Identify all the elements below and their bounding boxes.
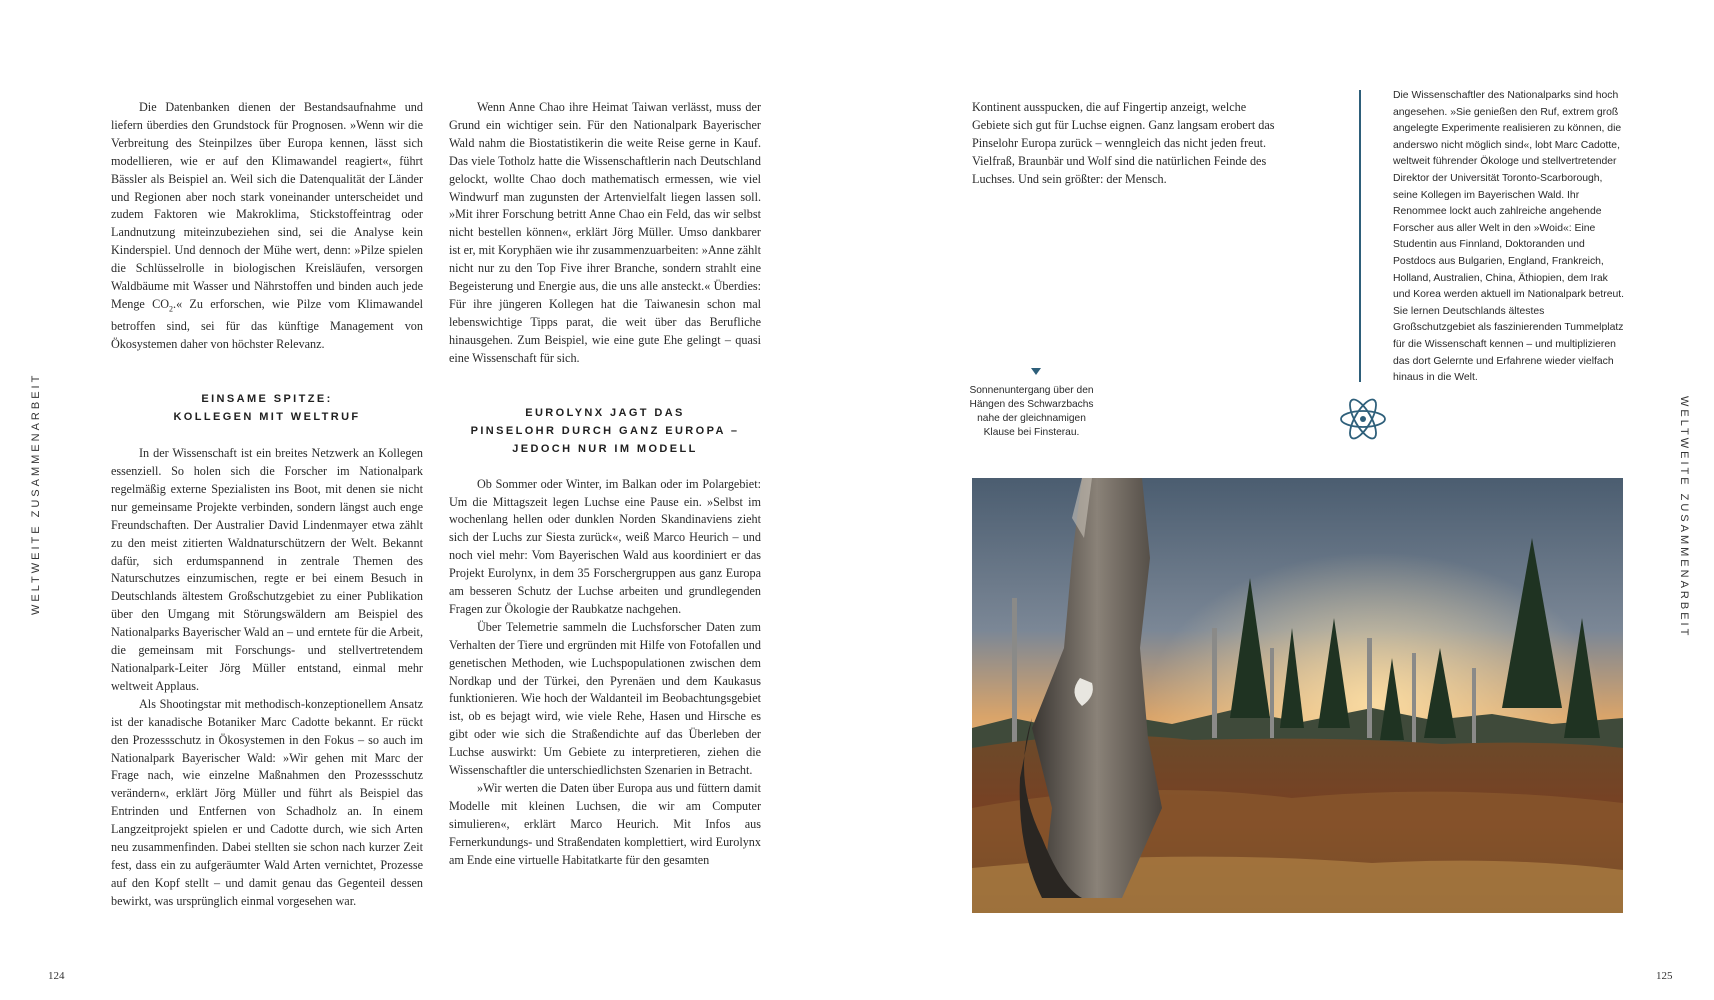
paragraph: Wenn Anne Chao ihre Heimat Taiwan verlässt, muss der Grund ein wichtiger sein. Für den Nationalpark Bayerischer Wald nahm die Biostatistikerin die weite Reise gerne in Kauf. Das viele Totholz hatte die Wissenschaftlerin nach Deutschland gelockt, wollte Chao doch mathematisch ermessen, wie viel Windwurf man zugunsten der Artenvielfalt liegen lassen soll. »Mit ihrer Forschung betritt Anne Chao ein Feld, das wir selbst nicht bestellen können«, erklärt Jörg Müller. Umso dankbarer ist er, mit Koryphäen wie ihr zusammenzuarbeiten: »Anne zählt nicht nur zu den Top Five ihrer Branche, sondern strahlt eine Begeisterung und Energie aus, die uns alle ansteckt.« Überdies: Für ihre jüngeren Kollegen hat die Taiwanesin schon mal lebenswichtige Tipps parat, die weit über das Berufliche hinausgehen. Zum Beispiel, wie eine gute Ehe gelingt – quasi eine Wissenschaft für sich.	[449, 100, 761, 365]
section-heading: EINSAME SPITZE: KOLLEGEN MIT WELTRUF	[173, 393, 361, 424]
paragraph: »Wir werten die Daten über Europa aus und füttern damit Modelle mit kleinen Luchsen, die wir am Computer simulieren«, erklärt Marco Heurich. Mit Infos aus Fernerkundungs- und Straßendaten komplettiert, wird Eurolynx am Ende eine virtuelle Habitatkarte für den gesamten	[449, 781, 761, 867]
photo-caption: Sonnenuntergang über den Hängen des Schwarzbachs nahe der gleichnamigen Klause bei Finsterau.	[969, 385, 1094, 438]
paragraph: Über Telemetrie sammeln die Luchsforscher Daten zum Verhalten der Tiere und ergründen mit Hilfe von Fotofallen und genetischen Methoden, wie Luchspopulationen zwischen dem Nordkap und der Türkei, den Pyrenäen und dem Kaukasus funktionieren. Wie hoch der Waldanteil im Beobachtungsgebiet ist, ob es bejagt wird, wie viele Rehe, Hasen und Hirsche es gibt oder wie sich die Straßendichte auf das Überleben der Luchse auswirkt: Um Gebiete zu interpretieren, ziehen die Wissenschaftler die unterschiedlichsten Szenarien in Betracht.	[449, 619, 761, 778]
section-heading: EUROLYNX JAGT DAS PINSELOHR DURCH GANZ EUROPA – JEDOCH NUR IM MODELL	[470, 406, 740, 455]
paragraph: Als Shootingstar mit methodisch-konzeptionellem Ansatz ist der kanadische Botaniker Marc Cadotte bekannt. Er rückt den Prozessschutz in Ökosystemen in den Fokus – so auch im Nationalpark Bayerischer Wald: »Wir gehen mit Marc der Frage nach, wie einzelne Maßnahmen den Prozessschutz verändern«, erklärt Jörg Müller und führt als Beispiel das Entrinden und Entfernen von Schadholz an. In einem Langzeitprojekt spielen er und Cadotte durch, wie sich Arten neu zusammenfinden. Dabei stellten sie schon nach kurzer Zeit fest, dass ein zu aufgeräumter Wald Arten vernichtet, Prozesse auf den Kopf stellt – und damit genau das Gegenteil dessen bewirkt, was ursprünglich einmal vorgesehen war.	[111, 696, 423, 908]
paragraph: In der Wissenschaft ist ein breites Netzwerk an Kollegen essenziell. So holen sich die Forscher im Nationalpark regelmäßig externe Spezialisten ins Boot, mit denen sie nicht nur gemeinsame Projekte verbinden, sondern längst auch enge Freundschaften. Der Australier David Lindenmayer etwa zählt zu den meist zitierten Waldnaturschützern der Welt. Bekannt dafür, sich erdumspannend in zentrale Themen des Naturschutzes einzumischen, regte er bei einem Besuch in Deutschlands ältestem Großschutzgebiet zu einer Publikation über den Umgang mit Störungswäldern am Beispiel des Nationalparks Bayerischer Wald an – und erntete für die Arbeit, die gemeinsam mit Forschungs- und stellvertretendem Nationalpark-Leiter Jörg Müller entstand, einmal mehr weltweit Applaus.	[111, 446, 423, 693]
page-number-left: 124	[48, 970, 65, 982]
sidebar-rule	[1359, 90, 1361, 382]
atom-icon	[1338, 393, 1388, 445]
page-number-right: 125	[1656, 970, 1673, 982]
running-head-left: WELTWEITE ZUSAMMENARBEIT	[30, 372, 42, 615]
sidebar-text: Die Wissenschaftler des Nationalparks sind hoch angesehen. »Sie genießen den Ruf, extrem groß angelegte Experimente realisieren zu können, die anderswo nicht möglich sind«, lobt Marc Cadotte, weltweit führender Ökologe und stellvertretender Direktor der Universität Toronto-Scarborough, seine Kollegen im Bayerischen Wald. Ihr Renommee lockt auch zahlreiche angehende Forscher aus aller Welt in den »Woid«: Eine Studentin aus Finnland, Doktoranden und Postdocs aus Bulgarien, England, Frankreich, Holland, Australien, China, Äthiopien, dem Irak und Korea werden aktuell im Nationalpark betreut. Sie lernen Deutschlands ältestes Großschutzgebiet als faszinierenden Tummelplatz für die Wissenschaft kennen – und multiplizieren das dort Gelernte und Erfahrene wieder vielfach hinaus in die Welt.	[1393, 90, 1625, 384]
forest-sunset-photo	[972, 478, 1623, 913]
left-column-1	[111, 99, 423, 911]
paragraph: Ob Sommer oder Winter, im Balkan oder im Polargebiet: Um die Mittagszeit legen Luchse eine Pause ein. »Selbst im wochenlang hellen oder dunklen Norden Skandinaviens zieht sich der Luchs zur Siesta zurück«, weiß Marco Heurich – und noch viel mehr: Vom Bayerischen Wald aus koordiniert er das Projekt Eurolynx, in dem 35 Forschergruppen aus ganz Europa am besseren Schutz der Luchse arbeiten und grundlegenden Fragen zur Ökologie der Raubkatze nachgehen.	[449, 476, 761, 616]
triangle-down-icon	[1031, 368, 1041, 376]
left-column-2	[449, 99, 761, 870]
running-head-right: WELTWEITE ZUSAMMENARBEIT	[1678, 396, 1690, 639]
paragraph: Kontinent ausspucken, die auf Fingertip anzeigt, welche Gebiete sich gut für Luchse eignen. Ganz langsam erobert das Pinselohr Europa zurück – wenngleich das nicht jeden freut. Vielfraß, Braunbär und Wolf sind die natürlichen Feinde des Luchses. Und sein größter: der Mensch.	[972, 100, 1275, 186]
right-column-1	[972, 99, 1284, 189]
paragraph: Die Datenbanken dienen der Bestandsaufnahme und liefern überdies den Grundstock für Prognosen. »Wenn wir die Verbreitung des Steinpilzes über Europa kennen, lässt sich modellieren, wie er auf den Klimawandel reagiert«, führt Bässler als Beispiel an. Weil sich die Datenqualität der Länder und Regionen aber noch stark voneinander unterscheidet und zudem Faktoren wie Makroklima, Stickstoffeintrag oder Landnutzung miteinzubeziehen sind, sei die Analyse kein Kinderspiel. Und dennoch der Mühe wert, denn: »Pilze spielen die Schlüsselrolle in biologischen Kreisläufen, versorgen Waldbäume mit Wasser und Nährstoffen und binden auch jede Menge $CO_2.«$ Zu erforschen, wie Pilze vom Klimawandel betroffen sind, sei für das künftige Management von Ökosystemen daher von höchster Relevanz.	[111, 100, 423, 352]
